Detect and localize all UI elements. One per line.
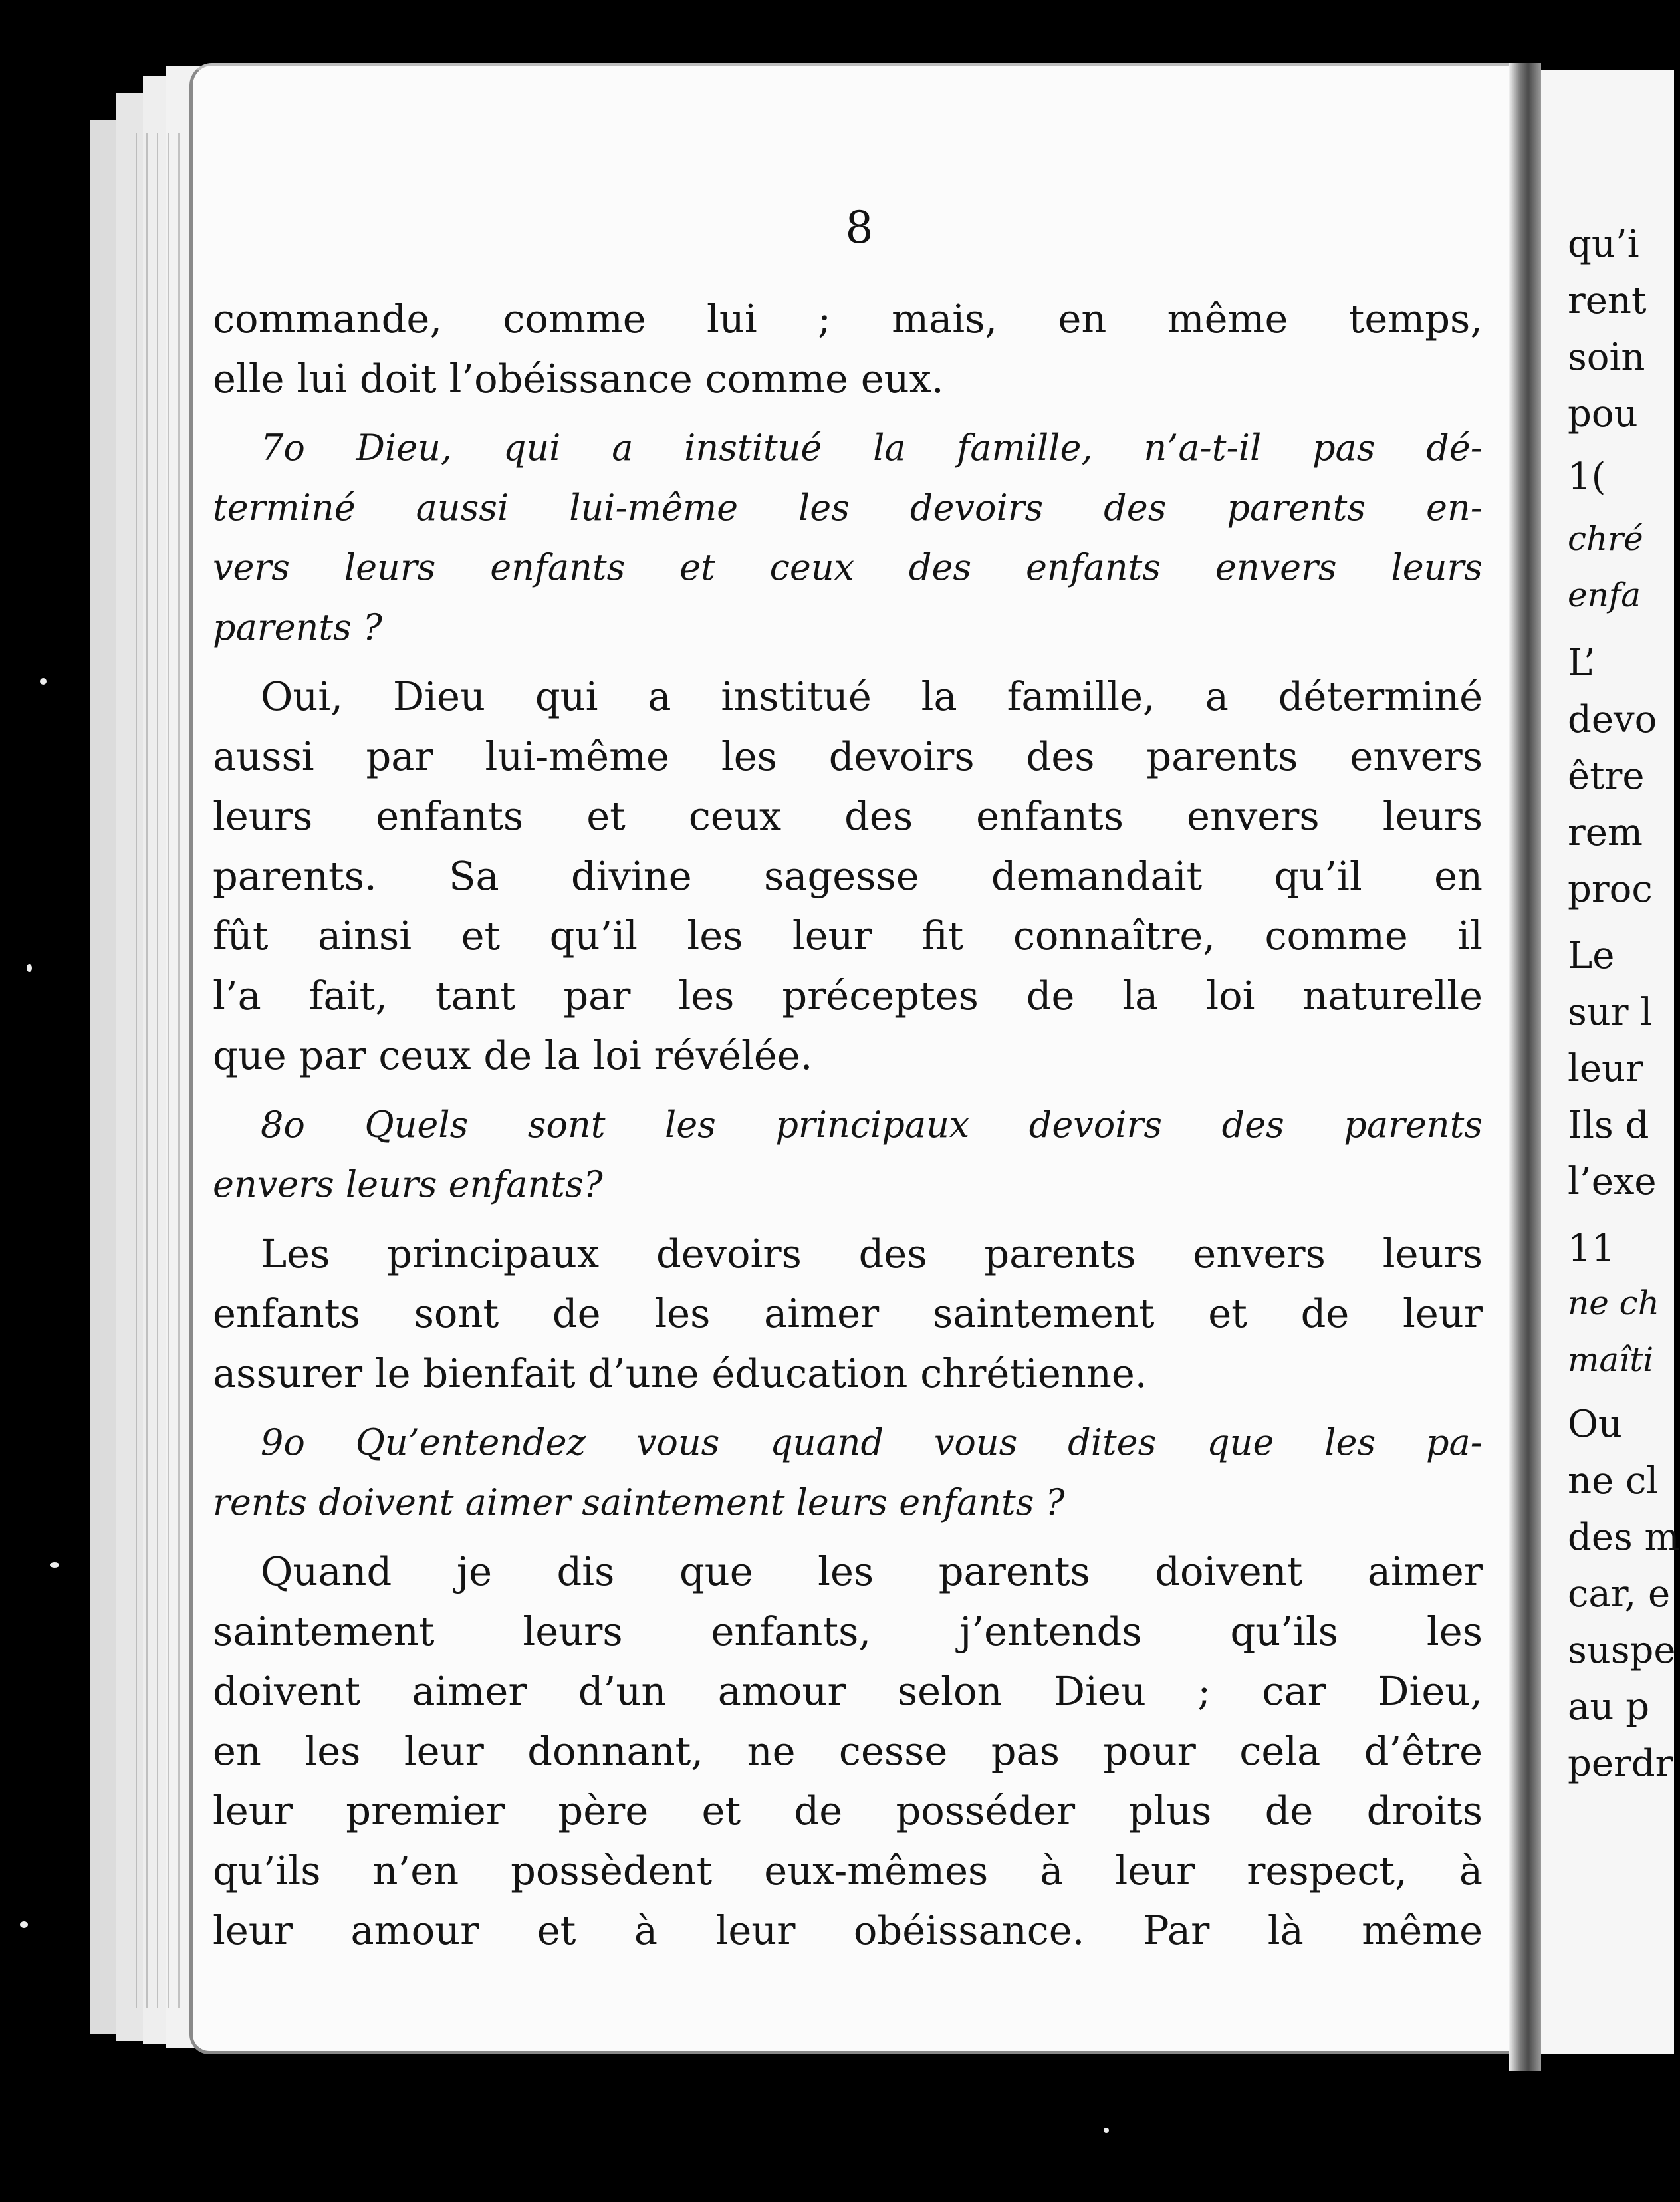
- facing-page-fragment: chré: [1568, 519, 1643, 558]
- scan-speck: [27, 964, 32, 972]
- facing-page-fragment: L’: [1568, 642, 1596, 685]
- facing-page-fragment: 1(: [1568, 455, 1606, 499]
- text-line: saintement leurs enfants, j’entends qu’ils les: [213, 1608, 1483, 1654]
- book-gutter: [1509, 63, 1541, 2071]
- text-line: en les leur donnant, ne cesse pas pour cela d’être: [213, 1728, 1483, 1774]
- facing-page-fragment: Ou: [1568, 1403, 1622, 1446]
- text-line: leur premier père et de posséder plus de droits: [213, 1788, 1483, 1834]
- scan-speck: [40, 678, 47, 685]
- text-line: Oui, Dieu qui a institué la famille, a déterminé: [261, 673, 1483, 719]
- page-number: 8: [845, 202, 874, 253]
- text-line: elle lui doit l’obéissance comme eux.: [213, 356, 944, 402]
- facing-page-fragment: devo: [1568, 698, 1657, 741]
- facing-page-fragment: Ils d: [1568, 1104, 1649, 1147]
- text-line: commande, comme lui ; mais, en même temps,: [213, 296, 1483, 342]
- text-line: qu’ils n’en possèdent eux-mêmes à leur respect, à: [213, 1848, 1483, 1894]
- facing-page-fragment: suspe: [1568, 1629, 1676, 1672]
- text-line: enfants sont de les aimer saintement et de leur: [213, 1290, 1483, 1336]
- scan-speck: [1104, 2128, 1109, 2133]
- facing-page-fragment: 11: [1568, 1227, 1616, 1270]
- question-line: rents doivent aimer saintement leurs enfants ?: [213, 1481, 1065, 1523]
- facing-page-fragment: maîti: [1568, 1340, 1654, 1379]
- paragraph-gap: [213, 1532, 1483, 1542]
- facing-page-fragment: enfa: [1568, 576, 1641, 614]
- facing-page-fragment: proc: [1568, 868, 1653, 911]
- paragraph-gap: [213, 1215, 1483, 1224]
- text-line: Quand je dis que les parents doivent aimer: [261, 1548, 1483, 1594]
- text-line: fût ainsi et qu’il les leur fit connaître, comme il: [213, 913, 1483, 959]
- facing-page-fragment: qu’i: [1568, 223, 1639, 266]
- question-line: envers leurs enfants?: [213, 1163, 603, 1205]
- scan-speck: [20, 1921, 28, 1928]
- facing-page-fragment: soin: [1568, 336, 1645, 379]
- facing-page-fragment: rent: [1568, 279, 1647, 322]
- text-line: aussi par lui-même les devoirs des parents envers: [213, 733, 1483, 779]
- page-body-text: [213, 289, 1483, 1961]
- facing-page-fragment: sur l: [1568, 991, 1653, 1034]
- paragraph-gap: [213, 1086, 1483, 1095]
- facing-page-fragment: ne ch: [1568, 1284, 1659, 1322]
- facing-page-fragment: Le: [1568, 934, 1615, 977]
- scan-speck: [50, 1562, 59, 1568]
- facing-page-fragment: des m: [1568, 1516, 1680, 1559]
- text-line: leurs enfants et ceux des enfants envers leurs: [213, 793, 1483, 839]
- facing-page-fragment: car, e: [1568, 1572, 1671, 1616]
- text-line: leur amour et à leur obéissance. Par là même: [213, 1907, 1483, 1953]
- facing-page-fragment: au p: [1568, 1685, 1650, 1729]
- text-line: assurer le bienfait d’une éducation chrétienne.: [213, 1350, 1147, 1396]
- facing-page-fragment: ne cl: [1568, 1459, 1659, 1503]
- text-line: doivent aimer d’un amour selon Dieu ; car Dieu,: [213, 1668, 1483, 1714]
- text-line: Les principaux devoirs des parents envers leurs: [261, 1231, 1483, 1277]
- paragraph-gap: [213, 658, 1483, 667]
- facing-page-fragment: rem: [1568, 811, 1643, 854]
- facing-page-fragment: perdr: [1568, 1742, 1673, 1785]
- text-line: parents. Sa divine sagesse demandait qu’il en: [213, 853, 1483, 899]
- facing-page-fragment: pou: [1568, 392, 1638, 435]
- question-line: 7o Dieu, qui a institué la famille, n’a-t-il pas dé-: [261, 427, 1483, 469]
- facing-page-fragment: être: [1568, 755, 1645, 798]
- facing-page: [1541, 70, 1680, 2054]
- text-line: que par ceux de la loi révélée.: [213, 1033, 813, 1078]
- paragraph-gap: [213, 409, 1483, 418]
- question-line: 8o Quels sont les principaux devoirs des parents: [261, 1104, 1483, 1146]
- question-line: terminé aussi lui-même les devoirs des parents en-: [213, 487, 1483, 529]
- facing-page-fragment: l’exe: [1568, 1160, 1657, 1203]
- text-line: l’a fait, tant par les préceptes de la loi naturelle: [213, 973, 1483, 1019]
- question-line: parents ?: [213, 606, 382, 648]
- facing-page-fragment: leur: [1568, 1047, 1643, 1090]
- page-edge-lines: [126, 133, 199, 2008]
- question-line: vers leurs enfants et ceux des enfants envers leurs: [213, 547, 1483, 588]
- paragraph-gap: [213, 1404, 1483, 1413]
- question-line: 9o Qu’entendez vous quand vous dites que les pa-: [261, 1421, 1483, 1463]
